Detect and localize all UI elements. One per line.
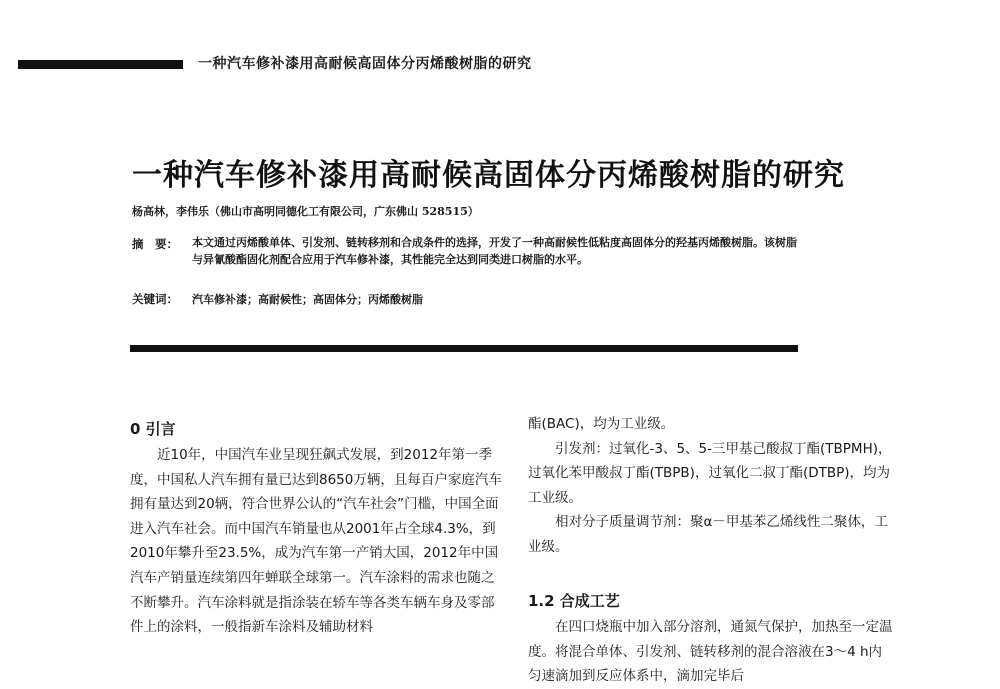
section-heading-introduction: 0 引言: [130, 420, 176, 438]
section-heading-synthesis: 1.2 合成工艺: [528, 592, 620, 610]
abstract-label: 摘 要：: [132, 237, 178, 251]
initiator-paragraph: 引发剂：过氧化-3、5、5-三甲基己酸叔丁酯(TBPMH)，过氧化苯甲酸叔丁酯(TBPB)，过氧化二叔丁酯(DTBP)，均为工业级。: [528, 440, 892, 506]
author-line: 杨高林，李伟乐（佛山市高明同德化工有限公司，广东佛山 528515）: [132, 205, 479, 218]
running-header-rule: [18, 60, 183, 69]
materials-column: [528, 412, 894, 560]
running-header-title: 一种汽车修补漆用高耐候高固体分丙烯酸树脂的研究: [198, 56, 532, 72]
regulator-paragraph: 相对分子质量调节剂：聚α－甲基苯乙烯线性二聚体，工业级。: [528, 514, 888, 555]
keywords-text: 汽车修补漆；高耐候性；高固体分；丙烯酸树脂: [192, 293, 423, 306]
materials-continued-line: 酯(BAC)，均为工业级。: [528, 416, 675, 432]
synthesis-column: [528, 615, 894, 689]
synthesis-paragraph: 在四口烧瓶中加入部分溶剂，通氮气保护，加热至一定温度。将混合单体、引发剂、链转移剂的混合溶液在3～4 h内匀速滴加到反应体系中，滴加完毕后: [528, 619, 893, 685]
abstract-text: 本文通过丙烯酸单体、引发剂、链转移剂和合成条件的选择，开发了一种高耐候性低粘度高固体分的羟基丙烯酸树脂。该树脂与异氰酸酯固化剂配合应用于汽车修补漆，其性能完全达到同类进口树脂的水平。: [192, 236, 797, 266]
introduction-paragraph: 近10年，中国汽车业呈现狂飙式发展，到2012年第一季度，中国私人汽车拥有量已达到8650万辆，且每百户家庭汽车拥有量达到20辆，符合世界公认的“汽车社会”门槛，中国全面进入汽车社会。而中国汽车销量也从2001年占全球4.3%，到2010年攀升至23.5%，成为汽车第一产销大国，2012年中国汽车产销量连续第四年蝉联全球第一。汽车涂料的需求也随之不断攀升。汽车涂料就是指涂装在轿车等各类车辆车身及零部件上的涂料，一般指新车涂料及辅助材料: [130, 447, 502, 636]
keywords-label: 关键词：: [132, 292, 178, 306]
introduction-column: [130, 443, 502, 640]
paper-title: 一种汽车修补漆用高耐候高固体分丙烯酸树脂的研究: [132, 158, 845, 193]
section-divider-bar: [130, 345, 798, 352]
